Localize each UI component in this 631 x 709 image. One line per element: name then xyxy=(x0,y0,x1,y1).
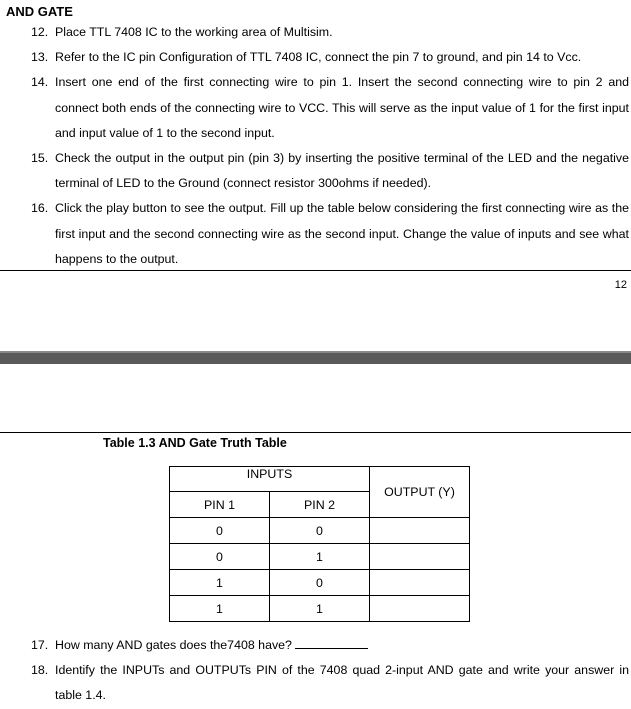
question-item xyxy=(0,658,631,708)
pin1-cell: 0 xyxy=(170,544,270,570)
pin2-header: PIN 2 xyxy=(270,492,370,518)
step-text: Check the output in the output pin (pin 3) by inserting the positive terminal of the LED and the negative terminal of LED to the Ground (connect resistor 300ohms if needed). xyxy=(55,151,629,191)
step-number: 14. xyxy=(31,75,49,90)
question-number: 18. xyxy=(31,663,49,678)
step-number: 13. xyxy=(31,50,49,65)
truth-table xyxy=(169,466,470,622)
page-header-rule xyxy=(0,432,631,433)
step-number: 12. xyxy=(31,25,49,39)
step-item xyxy=(0,146,631,196)
page-footer-rule xyxy=(0,270,631,271)
pin1-cell: 1 xyxy=(170,570,270,596)
table-caption: Table 1.3 AND Gate Truth Table xyxy=(103,436,287,450)
output-cell[interactable] xyxy=(370,544,470,570)
inputs-header-label: INPUTS xyxy=(246,467,293,481)
page-break-band xyxy=(0,353,631,364)
pin2-cell: 1 xyxy=(270,544,370,570)
page-top xyxy=(0,0,631,300)
step-item xyxy=(0,70,631,146)
pin1-cell: 1 xyxy=(170,596,270,622)
pin2-cell: 0 xyxy=(270,518,370,544)
output-header-label: OUTPUT (Y) xyxy=(384,485,455,499)
steps-list xyxy=(0,20,631,272)
pin2-cell: 0 xyxy=(270,570,370,596)
table-row xyxy=(170,596,470,622)
step-text: Click the play button to see the output. Fill up the table below considering the first connecting wire as the first input and the second connecting wire as the second input. Change the value of inputs and see what happens to the output. xyxy=(55,201,629,266)
table-row xyxy=(170,518,470,544)
page-number: 12 xyxy=(614,279,627,291)
step-item xyxy=(0,20,631,45)
question-text: How many AND gates does the7408 have? xyxy=(55,638,292,652)
output-cell[interactable] xyxy=(370,570,470,596)
step-item xyxy=(0,196,631,272)
output-cell[interactable] xyxy=(370,518,470,544)
question-text: Identify the INPUTs and OUTPUTs PIN of the 7408 quad 2-input AND gate and write your answer in table 1.4. xyxy=(55,663,629,703)
inputs-header xyxy=(170,467,370,492)
step-number: 15. xyxy=(31,151,49,166)
pin1-cell: 0 xyxy=(170,518,270,544)
table-row xyxy=(170,570,470,596)
answer-blank[interactable] xyxy=(295,637,368,649)
questions-list xyxy=(0,633,631,709)
output-header xyxy=(370,467,470,518)
step-number: 16. xyxy=(31,201,49,216)
step-text: Insert one end of the first connecting wire to pin 1. Insert the second connecting wire to pin 2 and connect both ends of the connecting wire to VCC. This will serve as the input value of 1 for the first input and input value of 1 to the second input. xyxy=(55,75,629,140)
pin1-header: PIN 1 xyxy=(170,492,270,518)
step-text: Refer to the IC pin Configuration of TTL 7408 IC, connect the pin 7 to ground, and pin 14 to Vcc. xyxy=(55,50,582,65)
table-row xyxy=(170,544,470,570)
pin2-cell: 1 xyxy=(270,596,370,622)
step-text: Place TTL 7408 IC to the working area of Multisim. xyxy=(55,25,333,39)
question-item xyxy=(0,633,631,658)
output-cell[interactable] xyxy=(370,596,470,622)
question-number: 17. xyxy=(31,638,49,652)
step-item xyxy=(0,45,631,70)
section-heading: AND GATE xyxy=(6,4,73,19)
table-header-row xyxy=(170,467,470,492)
